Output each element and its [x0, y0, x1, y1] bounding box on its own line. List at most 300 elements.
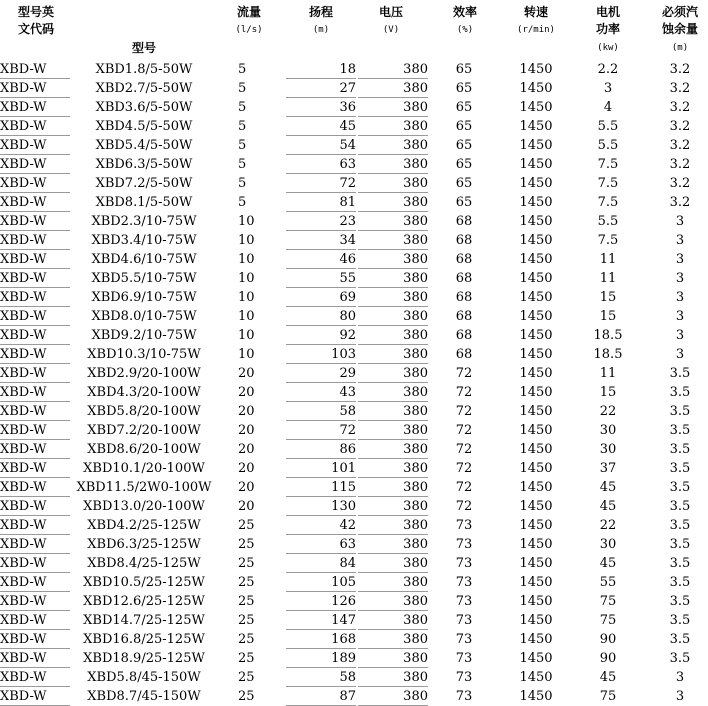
- series-cell: XBD-W: [0, 499, 47, 514]
- model-cell: XBD3.6/5-50W: [95, 100, 193, 115]
- table-row: [0, 440, 708, 459]
- speed-cell: 1450: [519, 119, 553, 134]
- head-cell: 103: [331, 347, 356, 362]
- npsh-cell: 3.2: [669, 100, 691, 115]
- table-row: [0, 98, 708, 117]
- header-series-line1: 型号英: [17, 5, 54, 19]
- model-cell: XBD2.3/10-75W: [91, 214, 197, 229]
- power-cell: 15: [599, 290, 617, 305]
- speed-cell: 1450: [519, 689, 553, 704]
- model-cell: XBD12.6/25-125W: [83, 594, 205, 609]
- table-row: [0, 136, 708, 155]
- series-cell: XBD-W: [0, 81, 47, 96]
- power-cell: 90: [599, 632, 617, 647]
- voltage-cell: 380: [403, 632, 428, 647]
- npsh-cell: 3: [675, 252, 685, 267]
- table-row: [0, 554, 708, 573]
- efficiency-cell: 72: [455, 404, 473, 419]
- voltage-cell: 380: [403, 404, 428, 419]
- table-row: [0, 459, 708, 478]
- series-cell: XBD-W: [0, 271, 47, 286]
- npsh-cell: 3.5: [669, 480, 691, 495]
- flow-cell: 20: [238, 404, 255, 419]
- series-cell: XBD-W: [0, 480, 47, 495]
- voltage-cell: 380: [403, 328, 428, 343]
- power-cell: 75: [599, 594, 617, 609]
- speed-cell: 1450: [519, 594, 553, 609]
- model-cell: XBD5.8/45-150W: [87, 670, 201, 685]
- head-cell: 42: [339, 518, 356, 533]
- head-cell: 58: [339, 670, 356, 685]
- header-voltage: 电压: [378, 5, 403, 19]
- power-cell: 7.5: [597, 176, 619, 191]
- model-cell: XBD4.6/10-75W: [91, 252, 197, 267]
- npsh-cell: 3.5: [669, 366, 691, 381]
- npsh-cell: 3: [675, 271, 685, 286]
- voltage-cell: 380: [403, 252, 428, 267]
- model-cell: XBD6.9/10-75W: [91, 290, 197, 305]
- model-cell: XBD5.4/5-50W: [95, 138, 193, 153]
- model-cell: XBD3.4/10-75W: [91, 233, 197, 248]
- npsh-cell: 3.5: [669, 594, 691, 609]
- series-cell: XBD-W: [0, 252, 47, 267]
- header-flow: 流量: [236, 5, 261, 19]
- table-row: [0, 212, 708, 231]
- power-cell: 11: [599, 366, 617, 381]
- series-cell: XBD-W: [0, 423, 47, 438]
- header-head-unit: (m): [312, 25, 330, 35]
- series-cell: XBD-W: [0, 556, 47, 571]
- speed-cell: 1450: [519, 138, 553, 153]
- table-row: [0, 535, 708, 554]
- npsh-cell: 3.2: [669, 81, 691, 96]
- head-cell: 45: [339, 119, 356, 134]
- model-cell: XBD5.5/10-75W: [91, 271, 197, 286]
- voltage-cell: 380: [403, 176, 428, 191]
- flow-cell: 25: [238, 518, 255, 533]
- efficiency-cell: 73: [455, 556, 473, 571]
- speed-cell: 1450: [519, 537, 553, 552]
- npsh-cell: 3.5: [669, 385, 691, 400]
- speed-cell: 1450: [519, 252, 553, 267]
- table-row: [0, 649, 708, 668]
- npsh-cell: 3.5: [669, 613, 691, 628]
- flow-cell: 25: [238, 594, 255, 609]
- power-cell: 30: [599, 537, 617, 552]
- head-cell: 63: [339, 537, 356, 552]
- power-cell: 22: [599, 404, 617, 419]
- head-cell: 18: [339, 62, 356, 77]
- speed-cell: 1450: [519, 556, 553, 571]
- flow-cell: 10: [238, 252, 255, 267]
- power-cell: 11: [599, 252, 617, 267]
- header-npsh-line1: 必须汽: [661, 5, 698, 19]
- voltage-cell: 380: [403, 100, 428, 115]
- speed-cell: 1450: [519, 271, 553, 286]
- series-cell: XBD-W: [0, 404, 47, 419]
- head-cell: 80: [339, 309, 356, 324]
- flow-cell: 10: [238, 328, 255, 343]
- speed-cell: 1450: [519, 157, 553, 172]
- header-power: [582, 4, 634, 38]
- flow-cell: 25: [238, 651, 255, 666]
- head-cell: 23: [339, 214, 356, 229]
- voltage-cell: 380: [403, 442, 428, 457]
- model-cell: XBD4.2/25-125W: [87, 518, 201, 533]
- head-cell: 36: [339, 100, 356, 115]
- model-cell: XBD8.1/5-50W: [95, 195, 193, 210]
- voltage-cell: 380: [403, 670, 428, 685]
- model-cell: XBD1.8/5-50W: [95, 62, 193, 77]
- power-cell: 4: [603, 100, 613, 115]
- npsh-cell: 3: [675, 347, 685, 362]
- series-cell: XBD-W: [0, 176, 47, 191]
- power-cell: 2.2: [597, 62, 619, 77]
- speed-cell: 1450: [519, 347, 553, 362]
- speed-cell: 1450: [519, 385, 553, 400]
- npsh-cell: 3.5: [669, 651, 691, 666]
- series-cell: XBD-W: [0, 461, 47, 476]
- head-cell: 81: [339, 195, 356, 210]
- model-cell: XBD4.3/20-100W: [87, 385, 201, 400]
- flow-cell: 20: [238, 499, 255, 514]
- efficiency-cell: 72: [455, 385, 473, 400]
- series-cell: XBD-W: [0, 100, 47, 115]
- voltage-cell: 380: [403, 214, 428, 229]
- table-row: [0, 117, 708, 136]
- voltage-cell: 380: [403, 81, 428, 96]
- voltage-cell: 380: [403, 290, 428, 305]
- table-row: [0, 497, 708, 516]
- head-cell: 72: [339, 176, 356, 191]
- series-cell: XBD-W: [0, 290, 47, 305]
- head-cell: 86: [339, 442, 356, 457]
- voltage-cell: 380: [403, 309, 428, 324]
- speed-cell: 1450: [519, 499, 553, 514]
- table-row: [0, 573, 708, 592]
- power-cell: 22: [599, 518, 617, 533]
- header-speed-unit: (r/min): [517, 25, 555, 35]
- efficiency-cell: 65: [455, 176, 473, 191]
- model-cell: XBD13.0/20-100W: [83, 499, 205, 514]
- header-npsh-unit: (m): [671, 43, 689, 53]
- flow-cell: 5: [238, 138, 247, 153]
- efficiency-cell: 65: [455, 100, 473, 115]
- efficiency-cell: 68: [455, 347, 473, 362]
- model-cell: XBD8.4/25-125W: [87, 556, 201, 571]
- power-cell: 5.5: [597, 119, 619, 134]
- npsh-cell: 3.2: [669, 62, 691, 77]
- npsh-cell: 3.5: [669, 461, 691, 476]
- series-cell: XBD-W: [0, 670, 47, 685]
- table-row: [0, 79, 708, 98]
- npsh-cell: 3.5: [669, 632, 691, 647]
- efficiency-cell: 65: [455, 157, 473, 172]
- voltage-cell: 380: [403, 385, 428, 400]
- head-cell: 54: [339, 138, 356, 153]
- head-cell: 46: [339, 252, 356, 267]
- head-cell: 72: [339, 423, 356, 438]
- table-row: [0, 687, 708, 706]
- table-row: [0, 155, 708, 174]
- model-cell: XBD10.1/20-100W: [83, 461, 205, 476]
- efficiency-cell: 72: [455, 366, 473, 381]
- series-cell: XBD-W: [0, 62, 47, 77]
- flow-cell: 10: [238, 214, 255, 229]
- npsh-cell: 3.5: [669, 499, 691, 514]
- head-cell: 34: [339, 233, 356, 248]
- npsh-cell: 3.5: [669, 518, 691, 533]
- header-power-line1: 电机: [595, 5, 620, 19]
- flow-cell: 20: [238, 480, 255, 495]
- voltage-cell: 380: [403, 347, 428, 362]
- table-row: [0, 231, 708, 250]
- flow-cell: 5: [238, 62, 247, 77]
- table-row: [0, 592, 708, 611]
- voltage-cell: 380: [403, 271, 428, 286]
- power-cell: 7.5: [597, 195, 619, 210]
- voltage-cell: 380: [403, 537, 428, 552]
- efficiency-cell: 73: [455, 670, 473, 685]
- series-cell: XBD-W: [0, 594, 47, 609]
- power-cell: 45: [599, 499, 617, 514]
- power-cell: 30: [599, 423, 617, 438]
- model-cell: XBD9.2/10-75W: [91, 328, 197, 343]
- speed-cell: 1450: [519, 404, 553, 419]
- model-cell: XBD5.8/20-100W: [87, 404, 201, 419]
- power-cell: 45: [599, 480, 617, 495]
- power-cell: 75: [599, 689, 617, 704]
- flow-cell: 20: [238, 442, 255, 457]
- efficiency-cell: 68: [455, 328, 473, 343]
- efficiency-cell: 68: [455, 271, 473, 286]
- speed-cell: 1450: [519, 62, 553, 77]
- head-cell: 126: [331, 594, 356, 609]
- header-head: 扬程: [308, 5, 333, 19]
- power-cell: 18.5: [593, 347, 623, 362]
- flow-cell: 25: [238, 556, 255, 571]
- head-cell: 69: [339, 290, 356, 305]
- npsh-cell: 3.2: [669, 138, 691, 153]
- model-cell: XBD4.5/5-50W: [95, 119, 193, 134]
- series-cell: XBD-W: [0, 195, 47, 210]
- series-cell: XBD-W: [0, 347, 47, 362]
- series-cell: XBD-W: [0, 632, 47, 647]
- series-cell: XBD-W: [0, 518, 47, 533]
- npsh-cell: 3.5: [669, 442, 691, 457]
- model-cell: XBD2.9/20-100W: [87, 366, 201, 381]
- flow-cell: 10: [238, 309, 255, 324]
- header-power-unit: (kw): [597, 43, 619, 53]
- model-cell: XBD7.2/20-100W: [87, 423, 201, 438]
- efficiency-cell: 73: [455, 651, 473, 666]
- header-efficiency-unit: (%): [456, 25, 474, 35]
- table-row: [0, 478, 708, 497]
- speed-cell: 1450: [519, 442, 553, 457]
- model-cell: XBD14.7/25-125W: [83, 613, 205, 628]
- header-series: [10, 4, 62, 38]
- npsh-cell: 3.2: [669, 157, 691, 172]
- voltage-cell: 380: [403, 651, 428, 666]
- npsh-cell: 3: [675, 670, 685, 685]
- flow-cell: 10: [238, 290, 255, 305]
- flow-cell: 25: [238, 670, 255, 685]
- npsh-cell: 3.2: [669, 195, 691, 210]
- efficiency-cell: 68: [455, 290, 473, 305]
- power-cell: 75: [599, 613, 617, 628]
- head-cell: 130: [331, 499, 356, 514]
- power-cell: 7.5: [597, 157, 619, 172]
- power-cell: 5.5: [597, 138, 619, 153]
- table-row: [0, 421, 708, 440]
- voltage-cell: 380: [403, 233, 428, 248]
- series-cell: XBD-W: [0, 309, 47, 324]
- npsh-cell: 3: [675, 309, 685, 324]
- head-cell: 87: [339, 689, 356, 704]
- flow-cell: 5: [238, 119, 247, 134]
- speed-cell: 1450: [519, 518, 553, 533]
- voltage-cell: 380: [403, 480, 428, 495]
- voltage-cell: 380: [403, 556, 428, 571]
- voltage-cell: 380: [403, 575, 428, 590]
- head-cell: 63: [339, 157, 356, 172]
- series-cell: XBD-W: [0, 214, 47, 229]
- series-cell: XBD-W: [0, 385, 47, 400]
- head-cell: 168: [331, 632, 356, 647]
- header-power-line2: 功率: [595, 22, 620, 36]
- series-cell: XBD-W: [0, 442, 47, 457]
- series-cell: XBD-W: [0, 157, 47, 172]
- flow-cell: 5: [238, 157, 247, 172]
- model-cell: XBD6.3/5-50W: [95, 157, 193, 172]
- model-cell: XBD18.9/25-125W: [83, 651, 205, 666]
- speed-cell: 1450: [519, 309, 553, 324]
- voltage-cell: 380: [403, 689, 428, 704]
- header-series-line2: 文代码: [17, 22, 54, 36]
- flow-cell: 25: [238, 537, 255, 552]
- flow-cell: 25: [238, 613, 255, 628]
- voltage-cell: 380: [403, 613, 428, 628]
- series-cell: XBD-W: [0, 537, 47, 552]
- header-voltage-unit: (V): [382, 25, 400, 35]
- head-cell: 189: [331, 651, 356, 666]
- power-cell: 3: [603, 81, 613, 96]
- efficiency-cell: 68: [455, 233, 473, 248]
- table-row: [0, 326, 708, 345]
- flow-cell: 5: [238, 176, 247, 191]
- head-cell: 92: [339, 328, 356, 343]
- power-cell: 18.5: [593, 328, 623, 343]
- speed-cell: 1450: [519, 81, 553, 96]
- npsh-cell: 3.2: [669, 119, 691, 134]
- efficiency-cell: 68: [455, 309, 473, 324]
- power-cell: 45: [599, 670, 617, 685]
- voltage-cell: 380: [403, 62, 428, 77]
- power-cell: 37: [599, 461, 617, 476]
- power-cell: 5.5: [597, 214, 619, 229]
- flow-cell: 25: [238, 689, 255, 704]
- series-cell: XBD-W: [0, 138, 47, 153]
- efficiency-cell: 72: [455, 480, 473, 495]
- model-cell: XBD2.7/5-50W: [95, 81, 193, 96]
- speed-cell: 1450: [519, 670, 553, 685]
- efficiency-cell: 73: [455, 689, 473, 704]
- voltage-cell: 380: [403, 499, 428, 514]
- power-cell: 15: [599, 385, 617, 400]
- model-cell: XBD7.2/5-50W: [95, 176, 193, 191]
- head-cell: 58: [339, 404, 356, 419]
- flow-cell: 25: [238, 575, 255, 590]
- header-flow-unit: (l/s): [235, 25, 263, 35]
- header-model: 型号: [131, 41, 156, 55]
- speed-cell: 1450: [519, 366, 553, 381]
- series-cell: XBD-W: [0, 575, 47, 590]
- efficiency-cell: 72: [455, 499, 473, 514]
- head-cell: 43: [339, 385, 356, 400]
- table-row: [0, 630, 708, 649]
- speed-cell: 1450: [519, 195, 553, 210]
- efficiency-cell: 72: [455, 442, 473, 457]
- head-cell: 115: [331, 480, 356, 495]
- voltage-cell: 380: [403, 138, 428, 153]
- model-cell: XBD8.6/20-100W: [87, 442, 201, 457]
- series-cell: XBD-W: [0, 328, 47, 343]
- efficiency-cell: 73: [455, 594, 473, 609]
- efficiency-cell: 65: [455, 62, 473, 77]
- table-row: [0, 383, 708, 402]
- series-cell: XBD-W: [0, 689, 47, 704]
- head-cell: 29: [339, 366, 356, 381]
- power-cell: 7.5: [597, 233, 619, 248]
- speed-cell: 1450: [519, 290, 553, 305]
- flow-cell: 5: [238, 81, 247, 96]
- header-npsh: [652, 4, 708, 38]
- voltage-cell: 380: [403, 594, 428, 609]
- speed-cell: 1450: [519, 613, 553, 628]
- model-cell: XBD10.3/10-75W: [87, 347, 201, 362]
- speed-cell: 1450: [519, 575, 553, 590]
- table-row: [0, 250, 708, 269]
- efficiency-cell: 65: [455, 138, 473, 153]
- series-cell: XBD-W: [0, 119, 47, 134]
- voltage-cell: 380: [403, 119, 428, 134]
- npsh-cell: 3: [675, 214, 685, 229]
- head-cell: 101: [331, 461, 356, 476]
- voltage-cell: 380: [403, 366, 428, 381]
- head-cell: 55: [339, 271, 356, 286]
- efficiency-cell: 65: [455, 119, 473, 134]
- efficiency-cell: 73: [455, 518, 473, 533]
- speed-cell: 1450: [519, 480, 553, 495]
- speed-cell: 1450: [519, 214, 553, 229]
- flow-cell: 20: [238, 366, 255, 381]
- efficiency-cell: 68: [455, 214, 473, 229]
- efficiency-cell: 65: [455, 81, 473, 96]
- speed-cell: 1450: [519, 632, 553, 647]
- npsh-cell: 3: [675, 233, 685, 248]
- power-cell: 90: [599, 651, 617, 666]
- table-row: [0, 402, 708, 421]
- table-row: [0, 174, 708, 193]
- model-cell: XBD11.5/2W0-100W: [76, 480, 212, 495]
- npsh-cell: 3.2: [669, 176, 691, 191]
- efficiency-cell: 73: [455, 613, 473, 628]
- power-cell: 30: [599, 442, 617, 457]
- npsh-cell: 3.5: [669, 537, 691, 552]
- series-cell: XBD-W: [0, 651, 47, 666]
- series-cell: XBD-W: [0, 366, 47, 381]
- power-cell: 55: [599, 575, 617, 590]
